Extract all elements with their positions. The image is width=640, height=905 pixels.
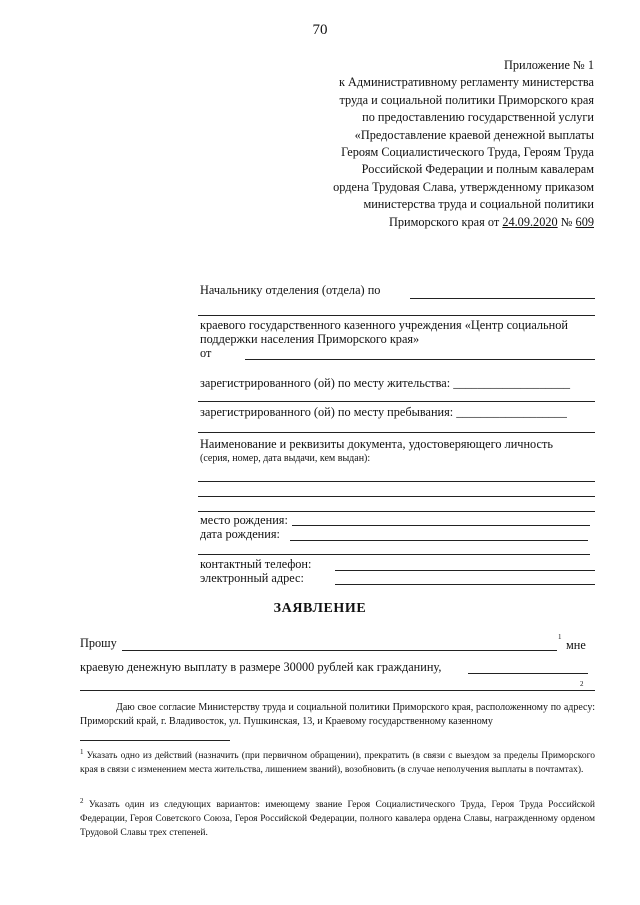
appendix-line: ордена Трудовая Слава, утвержденному приказом (333, 179, 594, 194)
footnote-separator (80, 740, 230, 741)
category-field[interactable] (80, 690, 595, 691)
order-mid: № (557, 214, 576, 229)
amount-field[interactable] (468, 673, 588, 674)
order-prefix: Приморского края от (388, 214, 503, 229)
id-doc-field-2[interactable] (198, 496, 595, 497)
consent-paragraph: Даю свое согласие Министерству труда и социальной политики Приморского края, расположенному по адресу: Приморский край, г. Владивосток, ул. Пушкинская, 13, и Краевому государственному казенному (80, 702, 595, 727)
id-doc-field-3[interactable] (198, 511, 595, 512)
birth-date-field[interactable] (290, 540, 588, 541)
phone-label: контактный телефон: (200, 557, 312, 571)
appendix-line: Приложение № 1 (503, 58, 594, 72)
appendix-line: по предоставлению государственной услуги (362, 110, 594, 125)
footnote-ref-2: 2 (580, 680, 584, 688)
ask-field[interactable] (122, 650, 557, 651)
appendix-header (274, 57, 594, 231)
footnote-2 (80, 794, 595, 840)
appendix-order-line (274, 214, 594, 231)
institution-line2: поддержки населения Приморского края» (200, 332, 420, 346)
birth-place-label: место рождения: (200, 513, 288, 527)
residence-field-line2[interactable] (198, 401, 595, 402)
me-label: мне (566, 638, 586, 652)
footnote-1 (80, 745, 595, 777)
from-label: от (200, 346, 212, 360)
extra-field[interactable] (198, 554, 590, 555)
order-number: 609 (575, 214, 594, 229)
appendix-line: к Административному регламенту министерства (338, 75, 594, 90)
appendix-line: труда и социальной политики Приморского края (339, 92, 594, 107)
ask-label: Прошу (80, 636, 117, 650)
registered-residence-label: зарегистрированного (ой) по месту жительства: ___________________ (200, 376, 571, 390)
statement-title: ЗАЯВЛЕНИЕ (273, 601, 367, 616)
page-number: 70 (312, 22, 328, 38)
phone-field[interactable] (335, 570, 595, 571)
footnote-mark-2: 2 (80, 797, 84, 805)
appendix-line: Российской Федерации и полным кавалерам (361, 162, 594, 177)
appendix-line: «Предоставление краевой денежной выплаты (354, 127, 594, 142)
order-date: 24.09.2020 (502, 214, 558, 229)
to-head-field[interactable] (410, 298, 595, 299)
birth-date-label: дата рождения: (200, 527, 280, 541)
footnote-1-text: Указать одно из действий (назначить (при первичном обращении), прекратить (в связи с выездом за пределы Приморского края в связи с изменением места жительства, лишением званий), возобновить (в случае неполучения выплаты в почтамтах). (80, 751, 595, 776)
stay-field-line2[interactable] (198, 432, 595, 433)
footnote-mark-1: 1 (80, 748, 84, 756)
footnote-ref-1: 1 (558, 633, 562, 641)
id-doc-hint: (серия, номер, дата выдачи, кем выдан): (200, 453, 371, 464)
id-doc-title: Наименование и реквизиты документа, удостоверяющего личность (200, 437, 553, 451)
id-doc-field-1[interactable] (198, 481, 595, 482)
amount-line: краевую денежную выплату в размере 30000 рублей как гражданину, (80, 660, 442, 674)
birth-place-field[interactable] (292, 525, 590, 526)
footnote-2-text: Указать один из следующих вариантов: имеющему звание Героя Социалистического Труда, Героя Труда Российской Федерации, Героя Советского Союза, Героя Российской Федерации, полного кавалера ордена Славы, награжденному орденом Трудовой Славы трех степеней. (80, 800, 595, 839)
appendix-line: Героям Социалистического Труда, Героям Труда (341, 145, 594, 160)
from-field[interactable] (245, 359, 595, 360)
institution-line1: краевого государственного казенного учреждения «Центр социальной (200, 318, 568, 332)
registered-stay-label: зарегистрированного (ой) по месту пребывания: __________________ (200, 405, 567, 419)
to-head-label: Начальнику отделения (отдела) по (200, 283, 381, 297)
to-head-field-line2[interactable] (198, 315, 595, 316)
appendix-line: министерства труда и социальной политики (363, 197, 594, 212)
email-field[interactable] (335, 584, 595, 585)
email-label: электронный адрес: (200, 571, 304, 585)
